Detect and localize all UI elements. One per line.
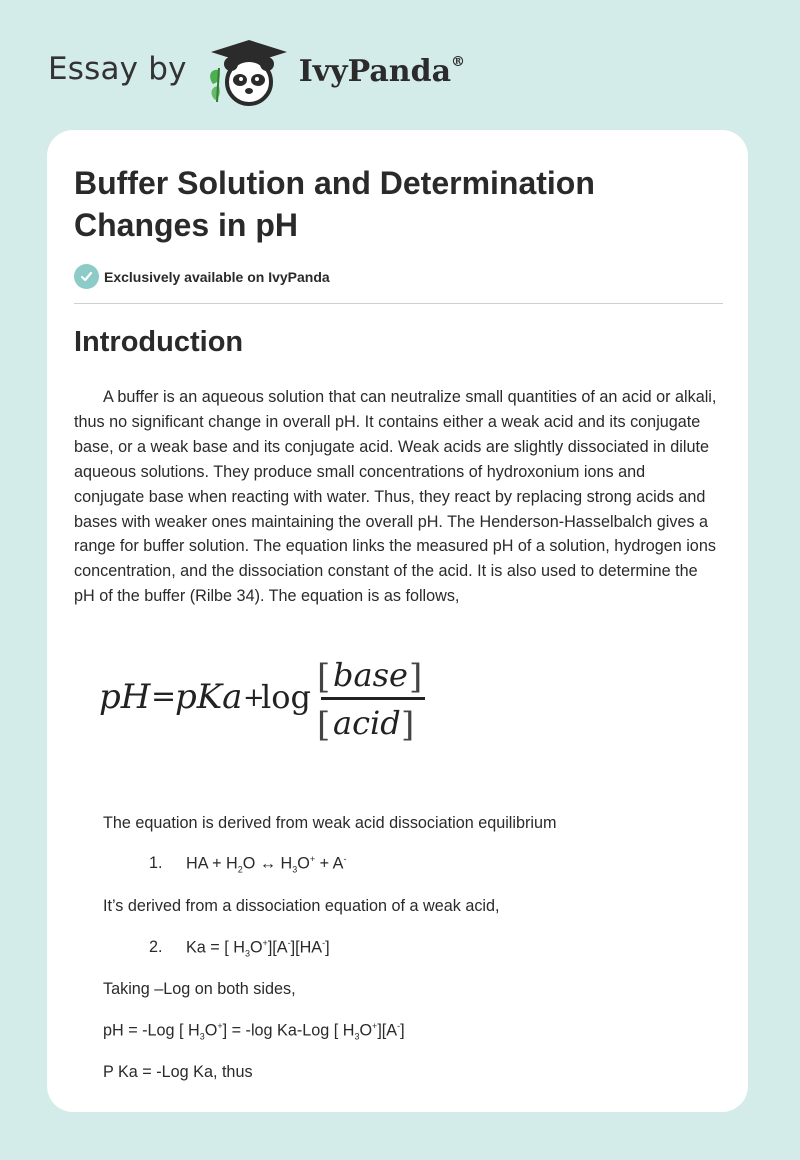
formula-pka: pKa — [175, 677, 243, 717]
equation-2-number: 2. — [149, 938, 163, 957]
panda-logo-icon — [205, 38, 293, 108]
svg-text:]: ] — [401, 705, 415, 745]
formula-equals: = — [151, 679, 177, 714]
formula-lhs: pH — [99, 677, 151, 717]
site-brand[interactable] — [48, 38, 465, 108]
exclusive-badge-text: Exclusively available on IvyPanda — [104, 268, 330, 285]
ph-equation: pH = -Log [ $H_3O^+] = -\log$ Ka-Log [ $H_3O^+][A^-]$ — [103, 1021, 405, 1042]
svg-text:]: ] — [409, 657, 423, 697]
exclusive-badge — [74, 264, 330, 289]
brand-prefix: Essay by — [48, 51, 187, 87]
equation-2: 2. Ka = [ $H_3O^+][A^-][HA^-]$ — [149, 938, 330, 959]
essay-card — [47, 130, 748, 1112]
derived-text-2: It’s derived from a dissociation equation of a weak acid, — [103, 897, 500, 915]
svg-text:[: [ — [317, 705, 331, 745]
henderson-hasselbalch-formula — [95, 648, 435, 748]
formula-denominator: acid — [333, 704, 401, 742]
taking-log-text: Taking –Log on both sides, — [103, 980, 296, 998]
formula-plus: + — [243, 683, 265, 713]
intro-paragraph: A buffer is an aqueous solution that can neutralize small quantities of an acid or alkali, thus no significant change in overall pH. It contains either a weak acid and its conjugate base, or a weak base and its conjugate acid. Weak acids are slightly dissociated in dilute aqueous solutions. They produce small concentrations of hydroxonium ions and conjugate base when reacting with water. Thus, they react by replacing strong acids and bases with weaker ones maintaining the overall pH. The Henderson-Hasselbalch gives a range for buffer solution. The equation links the measured pH of a solution, hydrogen ions concentration, and the dissociation constant of the acid. It is also used to determine the pH of the buffer (Rilbe 34). The equation is as follows, — [74, 388, 717, 606]
fraction-bar — [321, 697, 425, 700]
check-icon — [74, 264, 99, 289]
divider — [74, 303, 723, 304]
equation-1-number: 1. — [149, 854, 163, 873]
section-heading: Introduction — [74, 326, 244, 358]
pka-definition: P Ka = -Log Ka, thus — [103, 1063, 253, 1081]
formula-numerator: base — [333, 656, 408, 694]
derived-text: The equation is derived from weak acid dissociation equilibrium — [103, 814, 557, 832]
equation-1: 1. HA + $H_2O$ ↔ $H_3O^+ + A^-$ — [149, 854, 347, 875]
page-title: Buffer Solution and Determination Changes in pH — [74, 165, 595, 243]
brand-name: IvyPanda® — [298, 53, 466, 89]
formula-log: log — [261, 678, 311, 716]
svg-text:[: [ — [317, 657, 331, 697]
